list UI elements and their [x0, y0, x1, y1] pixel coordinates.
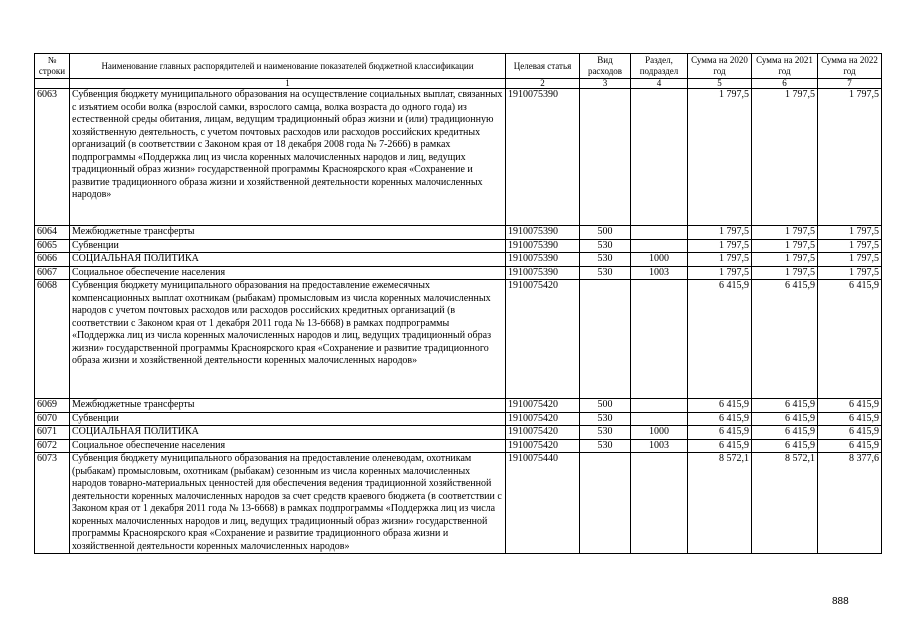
row-number: 6069 [35, 399, 70, 413]
row-sum-2021: 6 415,9 [752, 399, 818, 413]
row-number: 6067 [35, 266, 70, 280]
header-section: Раздел, подраздел [631, 54, 688, 79]
row-sum-2020: 6 415,9 [688, 439, 752, 453]
row-sum-2021: 6 415,9 [752, 280, 818, 399]
row-target-code: 1910075420 [506, 426, 580, 440]
row-section [631, 399, 688, 413]
row-name: Субвенция бюджету муниципального образования на предоставление оленеводам, охотникам (рыбакам) промысловым, охотникам (рыбакам) сезонным из числа коренных малочисленных народов товарно-материальных ценностей для обеспечения ведения традиционной хозяйственной деятельности коренных малочисленных народов за счет средств краевого бюджета (в соответствии с Законом края от 1 декабря 2011 года № 13-6668) в рамках подпрограммы «Поддержка лиц из числа коренных малочисленных народов и лиц, ведущих традиционный образ жизни» государственной программы Красноярского края «Сохранение и развитие традиционного образа жизни и хозяйственной деятельности коренных малочисленных народов» [70, 453, 506, 554]
row-section: 1003 [631, 266, 688, 280]
header-type: Вид расходов [580, 54, 631, 79]
row-sum-2020: 1 797,5 [688, 226, 752, 240]
row-name: Социальное обеспечение населения [70, 266, 506, 280]
row-sum-2022: 6 415,9 [818, 399, 882, 413]
table-header-row [35, 54, 882, 79]
row-sum-2022: 6 415,9 [818, 439, 882, 453]
row-section: 1003 [631, 439, 688, 453]
row-section: 1000 [631, 253, 688, 267]
table-row [35, 399, 882, 413]
row-section [631, 412, 688, 426]
row-sum-2021: 8 572,1 [752, 453, 818, 554]
header-target: Целевая статья [506, 54, 580, 79]
table-row [35, 412, 882, 426]
row-number: 6066 [35, 253, 70, 267]
row-expense-type [580, 280, 631, 399]
row-name: СОЦИАЛЬНАЯ ПОЛИТИКА [70, 253, 506, 267]
header-sum-2022: Сумма на 2022 год [818, 54, 882, 79]
row-name: СОЦИАЛЬНАЯ ПОЛИТИКА [70, 426, 506, 440]
budget-table [34, 53, 882, 554]
row-expense-type: 530 [580, 239, 631, 253]
row-sum-2020: 6 415,9 [688, 280, 752, 399]
table-row [35, 239, 882, 253]
row-target-code: 1910075390 [506, 266, 580, 280]
row-sum-2021: 6 415,9 [752, 439, 818, 453]
row-number: 6072 [35, 439, 70, 453]
table-row [35, 89, 882, 226]
column-number: 3 [580, 79, 631, 89]
row-name: Субвенция бюджету муниципального образования на осуществление социальных выплат, связанных с изъятием особи волка (взрослой самки, взрослого самца, волка возраста до одного года) из естественной среды обитания, лицам, ведущим традиционный образ жизни и (или) традиционную хозяйственную деятельность, с учетом почтовых расходов или расходов российских кредитных организаций (в соответствии с Законом края от 18 декабря 2008 года № 7-2666) в рамках подпрограммы «Поддержка лиц из числа коренных малочисленных народов и лиц, ведущих традиционный образ жизни» государственной программы Красноярского края «Сохранение и развитие традиционного образа жизни и хозяйственной деятельности коренных малочисленных народов» [70, 89, 506, 226]
row-number: 6070 [35, 412, 70, 426]
row-target-code: 1910075390 [506, 239, 580, 253]
row-sum-2020: 1 797,5 [688, 89, 752, 226]
row-name: Социальное обеспечение населения [70, 439, 506, 453]
table-row [35, 280, 882, 399]
table-row [35, 253, 882, 267]
row-sum-2020: 1 797,5 [688, 253, 752, 267]
row-sum-2021: 6 415,9 [752, 412, 818, 426]
row-name: Межбюджетные трансферты [70, 226, 506, 240]
header-sum-2020: Сумма на 2020 год [688, 54, 752, 79]
column-number: 2 [506, 79, 580, 89]
row-number: 6068 [35, 280, 70, 399]
row-sum-2020: 6 415,9 [688, 426, 752, 440]
row-target-code: 1910075420 [506, 412, 580, 426]
row-sum-2020: 8 572,1 [688, 453, 752, 554]
row-expense-type: 530 [580, 412, 631, 426]
row-sum-2022: 1 797,5 [818, 89, 882, 226]
table-row [35, 226, 882, 240]
table-row [35, 453, 882, 554]
column-number: 1 [70, 79, 506, 89]
row-number: 6065 [35, 239, 70, 253]
row-expense-type: 530 [580, 266, 631, 280]
row-section [631, 239, 688, 253]
header-row-no: № строки [35, 54, 70, 79]
row-name: Субвенции [70, 239, 506, 253]
row-number: 6063 [35, 89, 70, 226]
row-expense-type: 530 [580, 253, 631, 267]
row-sum-2021: 1 797,5 [752, 226, 818, 240]
row-sum-2021: 1 797,5 [752, 239, 818, 253]
row-sum-2021: 1 797,5 [752, 266, 818, 280]
row-sum-2022: 6 415,9 [818, 280, 882, 399]
row-expense-type: 500 [580, 226, 631, 240]
row-sum-2022: 1 797,5 [818, 239, 882, 253]
page-number: 888 [832, 596, 849, 607]
row-number: 6073 [35, 453, 70, 554]
row-sum-2020: 1 797,5 [688, 266, 752, 280]
row-number: 6071 [35, 426, 70, 440]
column-number-row [35, 79, 882, 89]
column-number [35, 79, 70, 89]
row-section [631, 226, 688, 240]
row-name: Межбюджетные трансферты [70, 399, 506, 413]
row-target-code: 1910075390 [506, 226, 580, 240]
column-number: 4 [631, 79, 688, 89]
row-sum-2022: 1 797,5 [818, 266, 882, 280]
column-number: 6 [752, 79, 818, 89]
row-expense-type: 530 [580, 439, 631, 453]
row-expense-type [580, 453, 631, 554]
row-sum-2022: 1 797,5 [818, 226, 882, 240]
row-sum-2021: 1 797,5 [752, 89, 818, 226]
row-sum-2022: 6 415,9 [818, 412, 882, 426]
row-section: 1000 [631, 426, 688, 440]
row-sum-2022: 1 797,5 [818, 253, 882, 267]
row-target-code: 1910075440 [506, 453, 580, 554]
row-target-code: 1910075390 [506, 253, 580, 267]
column-number: 5 [688, 79, 752, 89]
row-sum-2022: 6 415,9 [818, 426, 882, 440]
row-name: Субвенция бюджету муниципального образования на предоставление ежемесячных компенсационных выплат охотникам (рыбакам) промысловым из числа коренных малочисленных народов с учетом почтовых расходов или расходов российских кредитных организаций (в соответствии с Законом края от 1 декабря 2011 года № 13-6668) в рамках подпрограммы «Поддержка лиц из числа коренных малочисленных народов и лиц, ведущих традиционный образ жизни» государственной программы Красноярского края «Сохранение и развитие традиционного образа жизни и хозяйственной деятельности коренных малочисленных народов» [70, 280, 506, 399]
row-target-code: 1910075420 [506, 399, 580, 413]
row-section [631, 453, 688, 554]
row-expense-type: 530 [580, 426, 631, 440]
row-expense-type [580, 89, 631, 226]
header-sum-2021: Сумма на 2021 год [752, 54, 818, 79]
row-sum-2021: 6 415,9 [752, 426, 818, 440]
row-sum-2020: 6 415,9 [688, 412, 752, 426]
table-row [35, 426, 882, 440]
row-target-code: 1910075390 [506, 89, 580, 226]
row-sum-2020: 1 797,5 [688, 239, 752, 253]
row-section [631, 280, 688, 399]
row-sum-2021: 1 797,5 [752, 253, 818, 267]
row-target-code: 1910075420 [506, 439, 580, 453]
row-name: Субвенции [70, 412, 506, 426]
row-sum-2022: 8 377,6 [818, 453, 882, 554]
table-row [35, 439, 882, 453]
row-section [631, 89, 688, 226]
row-number: 6064 [35, 226, 70, 240]
row-target-code: 1910075420 [506, 280, 580, 399]
header-name: Наименование главных распорядителей и наименование показателей бюджетной классификации [70, 54, 506, 79]
row-sum-2020: 6 415,9 [688, 399, 752, 413]
row-expense-type: 500 [580, 399, 631, 413]
column-number: 7 [818, 79, 882, 89]
table-row [35, 266, 882, 280]
